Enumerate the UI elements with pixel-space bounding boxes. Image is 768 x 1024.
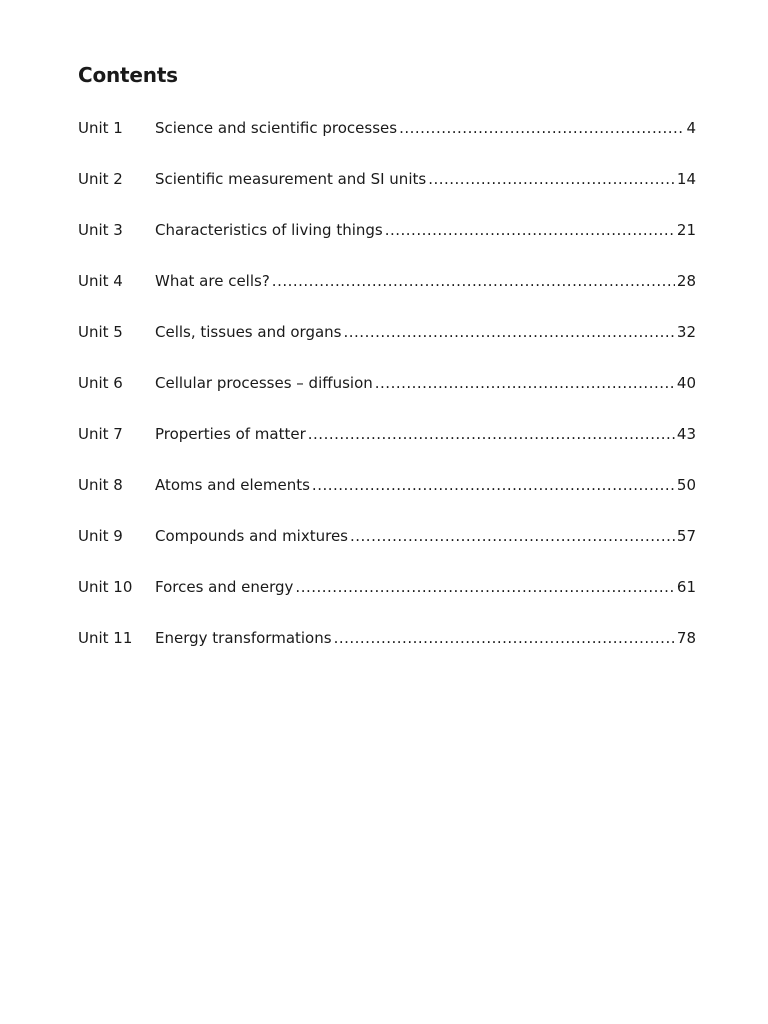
unit-label: Unit 2 <box>78 170 123 188</box>
page-number: 4 <box>686 119 696 137</box>
entry <box>155 320 696 344</box>
toc-entry-unit-4[interactable] <box>78 269 696 320</box>
entry <box>155 524 696 548</box>
entry <box>155 218 696 242</box>
page-number: 28 <box>676 272 696 290</box>
dot-leader <box>428 167 675 191</box>
unit-label: Unit 1 <box>78 119 123 137</box>
unit-title: What are cells? <box>155 272 270 290</box>
toc-entry-unit-11[interactable] <box>78 626 696 677</box>
page-number: 21 <box>676 221 696 239</box>
table-of-contents <box>78 116 696 677</box>
toc-entry-unit-1[interactable] <box>78 116 696 167</box>
page-number: 57 <box>676 527 696 545</box>
unit-title: Scientific measurement and SI units <box>155 170 427 188</box>
unit-label: Unit 7 <box>78 425 123 443</box>
page-number: 14 <box>676 170 696 188</box>
dot-leader <box>295 575 674 599</box>
dot-leader <box>385 218 675 242</box>
unit-label: Unit 11 <box>78 629 133 647</box>
unit-title: Properties of matter <box>155 425 306 443</box>
toc-entry-unit-2[interactable] <box>78 167 696 218</box>
unit-title: Cells, tissues and organs <box>155 323 342 341</box>
toc-entry-unit-6[interactable] <box>78 371 696 422</box>
unit-label: Unit 5 <box>78 323 123 341</box>
unit-title: Characteristics of living things <box>155 221 383 239</box>
entry <box>155 167 696 191</box>
entry <box>155 626 696 650</box>
unit-label: Unit 10 <box>78 578 133 596</box>
unit-title: Energy transformations <box>155 629 332 647</box>
toc-entry-unit-10[interactable] <box>78 575 696 626</box>
unit-label: Unit 9 <box>78 527 123 545</box>
unit-title: Forces and energy <box>155 578 294 596</box>
page-number: 78 <box>676 629 696 647</box>
entry <box>155 269 696 293</box>
unit-label: Unit 3 <box>78 221 123 239</box>
page-number: 61 <box>676 578 696 596</box>
unit-label: Unit 8 <box>78 476 123 494</box>
dot-leader <box>312 473 675 497</box>
unit-title: Science and scientific processes <box>155 119 398 137</box>
unit-title: Cellular processes – diffusion <box>155 374 373 392</box>
toc-entry-unit-8[interactable] <box>78 473 696 524</box>
page-number: 32 <box>676 323 696 341</box>
dot-leader <box>375 371 675 395</box>
unit-label: Unit 6 <box>78 374 123 392</box>
entry <box>155 473 696 497</box>
dot-leader <box>308 422 675 446</box>
dot-leader <box>399 116 684 140</box>
toc-entry-unit-5[interactable] <box>78 320 696 371</box>
page-title: Contents <box>78 63 178 87</box>
unit-title: Compounds and mixtures <box>155 527 348 545</box>
page-number: 40 <box>676 374 696 392</box>
toc-entry-unit-3[interactable] <box>78 218 696 269</box>
entry <box>155 371 696 395</box>
entry <box>155 422 696 446</box>
toc-entry-unit-9[interactable] <box>78 524 696 575</box>
dot-leader <box>344 320 675 344</box>
unit-title: Atoms and elements <box>155 476 310 494</box>
page-number: 43 <box>676 425 696 443</box>
dot-leader <box>272 269 675 293</box>
toc-entry-unit-7[interactable] <box>78 422 696 473</box>
dot-leader <box>334 626 675 650</box>
unit-label: Unit 4 <box>78 272 123 290</box>
dot-leader <box>350 524 675 548</box>
page-number: 50 <box>676 476 696 494</box>
entry <box>155 116 696 140</box>
entry <box>155 575 696 599</box>
